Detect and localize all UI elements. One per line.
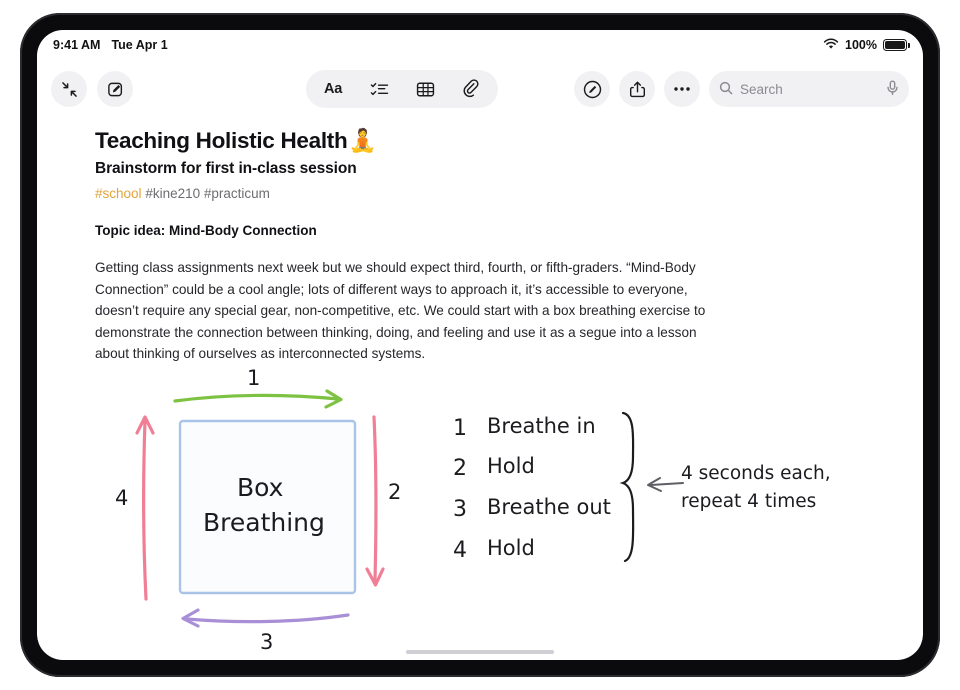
status-time: 9:41 AM — [53, 38, 101, 52]
ipad-device-frame — [20, 13, 940, 677]
step-4-text: Hold — [487, 535, 535, 560]
meditation-emoji: 🧘 — [348, 128, 377, 153]
note-subtitle: Brainstorm for first in-class session — [95, 160, 357, 177]
topic-heading: Topic idea: Mind-Body Connection — [95, 223, 317, 238]
arrow-left — [144, 421, 146, 599]
step-1-number: 1 — [453, 415, 467, 441]
paperclip-icon[interactable] — [450, 74, 492, 104]
markup-pen-circle-icon[interactable] — [574, 71, 610, 107]
screen — [37, 30, 923, 660]
format-toolbar-group — [306, 70, 498, 108]
tag-practicum[interactable]: #practicum — [203, 186, 270, 201]
step-3-number: 3 — [453, 496, 467, 522]
note-body[interactable] — [37, 118, 923, 660]
page-title — [95, 128, 863, 154]
search-placeholder-text: Search — [740, 81, 783, 97]
tag-school[interactable]: #school — [95, 186, 142, 201]
battery-percent: 100% — [845, 38, 877, 52]
magnifier-icon — [719, 81, 733, 98]
status-date: Tue Apr 1 — [111, 38, 168, 52]
checklist-icon[interactable] — [358, 74, 400, 104]
step-1-text: Breathe in — [487, 413, 596, 438]
step-2-text: Hold — [487, 453, 535, 478]
status-bar — [37, 30, 923, 60]
arrow-label-right: 2 — [388, 479, 402, 504]
curly-brace — [623, 413, 633, 561]
arrow-bottom — [187, 615, 348, 622]
step-2-number: 2 — [453, 455, 467, 481]
annotation-line2: repeat 4 times — [681, 490, 817, 512]
step-4-number: 4 — [453, 537, 467, 563]
arrow-top — [175, 395, 338, 401]
microphone-icon[interactable] — [886, 80, 899, 99]
search-input[interactable] — [709, 71, 909, 107]
box-label-line1: Box — [237, 472, 284, 502]
box-label-line2: Breathing — [203, 507, 325, 537]
arrow-label-bottom: 3 — [260, 629, 274, 654]
toolbar — [37, 60, 923, 118]
tag-kine210[interactable]: #kine210 — [145, 186, 201, 201]
format-button[interactable]: Aa — [324, 81, 342, 97]
table-icon[interactable] — [404, 74, 446, 104]
arrow-right — [374, 417, 376, 581]
tag-list — [95, 186, 863, 201]
wifi-icon — [823, 38, 839, 53]
annotation-arrow — [651, 483, 683, 485]
note-title-text: Teaching Holistic Health — [95, 128, 348, 153]
step-3-text: Breathe out — [487, 494, 611, 519]
collapse-arrows-icon[interactable] — [51, 71, 87, 107]
home-indicator — [406, 650, 554, 654]
handwritten-sketch — [95, 365, 885, 659]
annotation-line1: 4 seconds each, — [681, 462, 831, 484]
arrow-label-top: 1 — [247, 365, 261, 390]
share-icon[interactable] — [619, 71, 655, 107]
battery-icon — [883, 39, 907, 51]
arrow-label-left: 4 — [115, 485, 129, 510]
note-paragraph: Getting class assignments next week but we should expect third, fourth, or fifth-graders. “Mind-Body Connection” could be a cool angle; lots of different ways to approach it, it’s accessible to everyone, doesn’t require any special gear, non-competitive, etc. We could start with a box breathing exercise to demonstrate the connection between thinking, doing, and feeling and use it as a segue into a lesson about thinking of ourselves as interconnected systems. — [95, 260, 706, 361]
compose-pencil-icon[interactable] — [97, 71, 133, 107]
box-shape — [180, 421, 355, 593]
more-ellipsis-icon[interactable] — [664, 71, 700, 107]
